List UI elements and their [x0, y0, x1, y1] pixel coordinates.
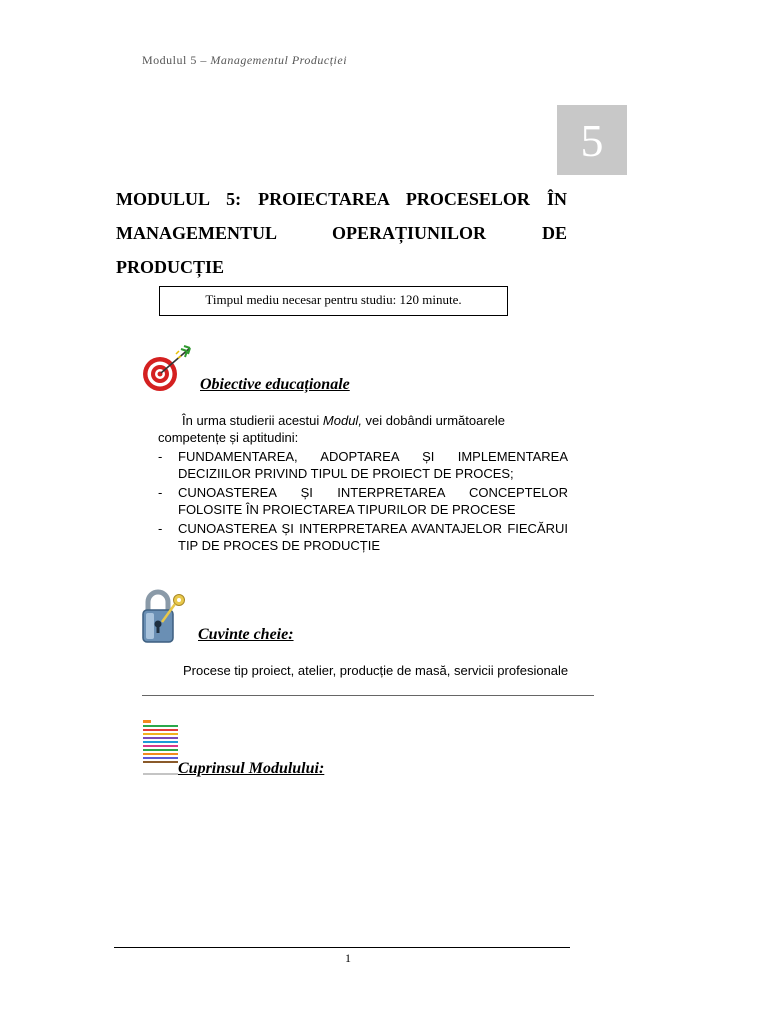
list-item: - CUNOASTEREA ȘI INTERPRETAREA CONCEPTELOR FOLOSITE ÎN PROIECTAREA TIPURILOR DE PROCESE [158, 485, 568, 517]
notebook-icon [140, 718, 182, 778]
divider-line [142, 695, 594, 696]
list-item: - CUNOASTEREA ȘI INTERPRETAREA AVANTAJELOR FIECĂRUI TIP DE PROCES DE PRODUCȚIE [158, 521, 568, 553]
keywords-text: Procese tip proiect, atelier, producție de masă, servicii profesionale [183, 663, 569, 678]
header-subject: Managementul Producției [210, 53, 348, 67]
chapter-number: 5 [580, 114, 604, 166]
objective-3: CUNOASTEREA ȘI INTERPRETAREA AVANTAJELOR FIECĂRUI TIP DE PROCES DE PRODUCȚIE [178, 521, 568, 553]
header-module: Modulul 5 – [142, 53, 211, 67]
objectives-intro [158, 412, 568, 446]
objectives-list [158, 448, 568, 556]
title-line-3: PRODUCȚIE [116, 257, 225, 277]
intro-italic: Modul, [322, 413, 362, 428]
list-item: - FUNDAMENTAREA, ADOPTAREA ȘI IMPLEMENTAREA DECIZIILOR PRIVIND TIPUL DE PROIECT DE PROCES; [158, 449, 568, 481]
running-header [142, 53, 347, 68]
module-title [116, 182, 567, 284]
target-icon [140, 342, 198, 394]
title-line-2: MANAGEMENTUL OPERAȚIUNILOR DE [116, 223, 567, 243]
intro-after: vei dobândi următoarele competențe și aptitudini: [158, 413, 506, 445]
keywords-heading: Cuvinte cheie: [198, 626, 294, 643]
padlock-icon [140, 586, 188, 644]
study-time-box: Timpul mediu necesar pentru studiu: 120 minute. [159, 286, 508, 316]
page-number: 1 [345, 951, 351, 965]
objectives-heading: Obiective educaționale [200, 376, 350, 393]
title-line-1: MODULUL 5: PROIECTAREA PROCESELOR ÎN [116, 189, 567, 209]
objective-1: FUNDAMENTAREA, ADOPTAREA ȘI IMPLEMENTAREA DECIZIILOR PRIVIND TIPUL DE PROIECT DE PROCES; [178, 449, 568, 481]
contents-heading: Cuprinsul Modulului: [178, 760, 325, 777]
intro-before: În urma studierii acestui [182, 413, 323, 428]
objective-2: CUNOASTEREA ȘI INTERPRETAREA CONCEPTELOR FOLOSITE ÎN PROIECTAREA TIPURILOR DE PROCESE [178, 485, 568, 517]
footer-line [114, 947, 570, 948]
chapter-number-box [557, 105, 627, 175]
